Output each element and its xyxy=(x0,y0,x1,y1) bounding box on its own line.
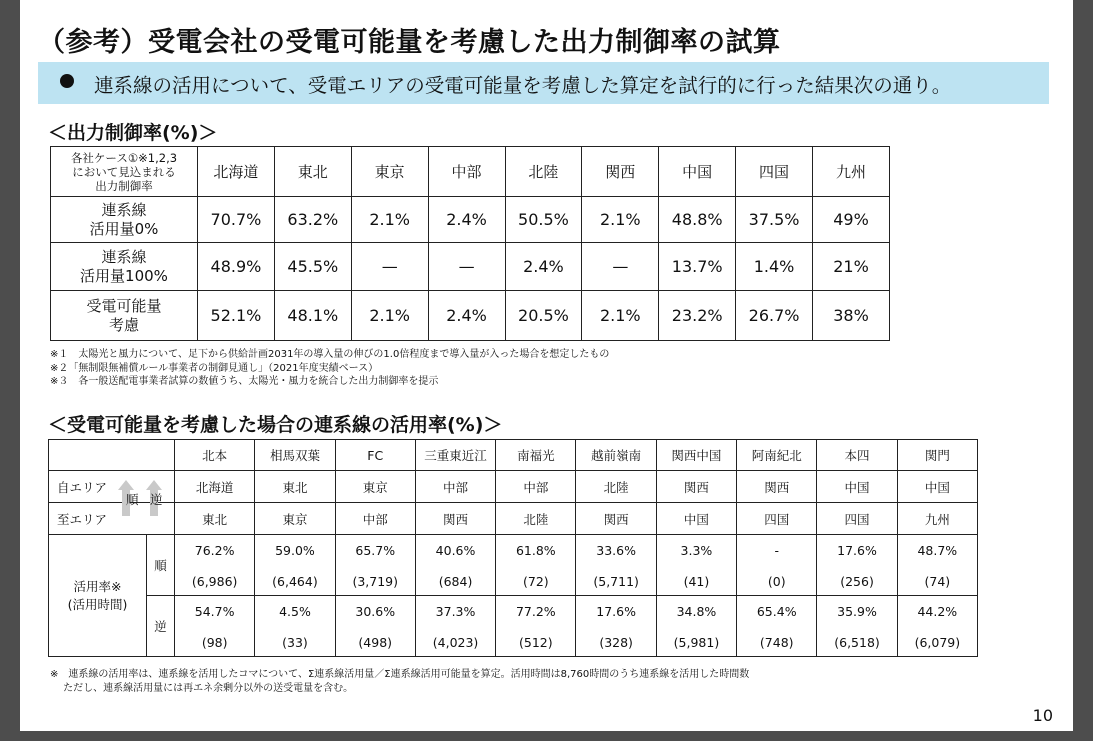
region-header: 東北 xyxy=(274,147,351,197)
section2-notes xyxy=(50,668,749,695)
table-cell: 26.7% xyxy=(736,291,813,341)
row-header: 連系線 活用量100% xyxy=(51,243,198,291)
table-cell: 76.2% (6,986) xyxy=(175,535,255,596)
table-cell: 54.7% (98) xyxy=(175,596,255,657)
table-cell: 37.3% (4,023) xyxy=(415,596,495,657)
row-header: 受電可能量 考慮 xyxy=(51,291,198,341)
table-cell: 50.5% xyxy=(505,197,582,243)
line-header: FC xyxy=(335,440,415,471)
table-row xyxy=(51,291,890,341)
table-cell: 中国 xyxy=(817,471,897,503)
section2-heading: ＜受電可能量を考慮した場合の連系線の活用率(%)＞ xyxy=(48,414,503,436)
line-header: 三重東近江 xyxy=(415,440,495,471)
page-number: 10 xyxy=(1032,706,1053,725)
corner-cell: 各社ケース①※1,2,3 において見込まれる 出力制御率 xyxy=(51,147,198,197)
table-cell: 17.6% (328) xyxy=(576,596,656,657)
table-header-row xyxy=(51,147,890,197)
reverse-label: 逆 xyxy=(147,596,175,657)
region-header: 中部 xyxy=(428,147,505,197)
table-cell: 東北 xyxy=(255,471,335,503)
table-cell: 34.8% (5,981) xyxy=(656,596,736,657)
table-cell: 2.1% xyxy=(351,197,428,243)
line-header: 本四 xyxy=(817,440,897,471)
table-row xyxy=(49,503,978,535)
table-cell: 2.4% xyxy=(428,291,505,341)
slide xyxy=(20,0,1073,731)
table-cell: 20.5% xyxy=(505,291,582,341)
table-cell: 48.9% xyxy=(198,243,275,291)
interconnection-usage-table xyxy=(48,439,978,657)
table-cell: 北陸 xyxy=(576,471,656,503)
row-header: 連系線 活用量0% xyxy=(51,197,198,243)
table-cell: 48.7% (74) xyxy=(897,535,977,596)
table-row xyxy=(49,471,978,503)
table-cell: 関西 xyxy=(737,471,817,503)
table-cell: — xyxy=(428,243,505,291)
table-cell: 中部 xyxy=(415,471,495,503)
table-cell: 44.2% (6,079) xyxy=(897,596,977,657)
line-header: 相馬双葉 xyxy=(255,440,335,471)
arrow-forward-label: 順 xyxy=(126,492,139,507)
table-cell: 東京 xyxy=(335,471,415,503)
table-cell: 3.3% (41) xyxy=(656,535,736,596)
direction-arrows-icon xyxy=(116,476,172,520)
table-cell: — xyxy=(351,243,428,291)
table-cell: 48.8% xyxy=(659,197,736,243)
table-cell: 中部 xyxy=(335,503,415,535)
table-cell: 77.2% (512) xyxy=(496,596,576,657)
table-cell: 北海道 xyxy=(175,471,255,503)
summary-bar xyxy=(38,62,1049,104)
footnote: ※１ 太陽光と風力について、足下から供給計画2031年の導入量の伸びの1.0倍程度まで導入量が入った場合を想定したもの xyxy=(50,349,610,360)
table-cell: 21% xyxy=(813,243,890,291)
table-cell: 48.1% xyxy=(274,291,351,341)
table-cell: 35.9% (6,518) xyxy=(817,596,897,657)
table-row xyxy=(49,535,978,596)
curtailment-rate-table xyxy=(50,146,890,341)
table-cell: 65.7% (3,719) xyxy=(335,535,415,596)
footnote: ※３ 各一般送配電事業者試算の数値うち、太陽光・風力を統合した出力制御率を提示 xyxy=(50,376,439,387)
table-row xyxy=(51,243,890,291)
to-area-label: 至エリア xyxy=(49,503,175,535)
section1-notes xyxy=(50,348,609,389)
table-header-row xyxy=(49,440,978,471)
from-area-label: 自エリア xyxy=(49,471,175,503)
table-cell: 関西 xyxy=(576,503,656,535)
region-header: 九州 xyxy=(813,147,890,197)
footnote: ※ 連系線の活用率は、連系線を活用したコマについて、Σ連系線活用量／Σ連系線活用可能量を算定。活用時間は8,760時間のうち連系線を活用した時間数 xyxy=(50,669,750,680)
table-cell: 中国 xyxy=(656,503,736,535)
table-cell: 17.6% (256) xyxy=(817,535,897,596)
region-header: 東京 xyxy=(351,147,428,197)
table-cell: 関西 xyxy=(415,503,495,535)
table-cell: 1.4% xyxy=(736,243,813,291)
section1-heading: ＜出力制御率(%)＞ xyxy=(48,122,218,144)
table-cell: 北陸 xyxy=(496,503,576,535)
summary-text: 連系線の活用について、受電エリアの受電可能量を考慮した算定を試行的に行った結果次の通り。 xyxy=(94,74,952,97)
table-cell: 23.2% xyxy=(659,291,736,341)
table-cell: 70.7% xyxy=(198,197,275,243)
table-cell: 2.4% xyxy=(505,243,582,291)
table-cell: 東京 xyxy=(255,503,335,535)
region-header: 中国 xyxy=(659,147,736,197)
line-header: 関西中国 xyxy=(656,440,736,471)
table-cell: 2.1% xyxy=(351,291,428,341)
forward-label: 順 xyxy=(147,535,175,596)
table-cell: 中国 xyxy=(897,471,977,503)
table-cell: — xyxy=(582,243,659,291)
table-cell: - (0) xyxy=(737,535,817,596)
table-cell: 4.5% (33) xyxy=(255,596,335,657)
line-header: 北本 xyxy=(175,440,255,471)
footnote: ただし、連系線活用量には再エネ余剰分以外の送受電量を含む。 xyxy=(50,682,354,694)
line-header: 関門 xyxy=(897,440,977,471)
table-cell: 33.6% (5,711) xyxy=(576,535,656,596)
table-cell: 30.6% (498) xyxy=(335,596,415,657)
region-header: 四国 xyxy=(736,147,813,197)
page-title: （参考）受電会社の受電可能量を考慮した出力制御率の試算 xyxy=(38,27,781,58)
table-cell: 2.1% xyxy=(582,291,659,341)
table-cell: 2.4% xyxy=(428,197,505,243)
table-cell: 63.2% xyxy=(274,197,351,243)
usage-rate-label: 活用率※ (活用時間) xyxy=(49,535,147,657)
table-row xyxy=(49,596,978,657)
line-header: 南福光 xyxy=(496,440,576,471)
table-cell: 45.5% xyxy=(274,243,351,291)
table-cell: 四国 xyxy=(737,503,817,535)
table-cell: 東北 xyxy=(175,503,255,535)
table-cell: 13.7% xyxy=(659,243,736,291)
region-header: 関西 xyxy=(582,147,659,197)
table-cell: 37.5% xyxy=(736,197,813,243)
table-cell: 38% xyxy=(813,291,890,341)
table-cell: 40.6% (684) xyxy=(415,535,495,596)
table-cell: 中部 xyxy=(496,471,576,503)
line-header: 越前嶺南 xyxy=(576,440,656,471)
table-cell: 2.1% xyxy=(582,197,659,243)
table-cell: 四国 xyxy=(817,503,897,535)
table-cell: 九州 xyxy=(897,503,977,535)
region-header: 北海道 xyxy=(198,147,275,197)
arrow-reverse-label: 逆 xyxy=(150,492,163,507)
table-cell: 65.4% (748) xyxy=(737,596,817,657)
table-cell: 関西 xyxy=(656,471,736,503)
footnote: ※２「無制限無補償ルール事業者の制御見通し」（2021年度実績ベース） xyxy=(50,362,379,374)
bullet-icon xyxy=(60,74,74,88)
table-cell: 59.0% (6,464) xyxy=(255,535,335,596)
region-header: 北陸 xyxy=(505,147,582,197)
corner-cell xyxy=(49,440,175,471)
table-cell: 52.1% xyxy=(198,291,275,341)
table-cell: 49% xyxy=(813,197,890,243)
table-row xyxy=(51,197,890,243)
line-header: 阿南紀北 xyxy=(737,440,817,471)
table-cell: 61.8% (72) xyxy=(496,535,576,596)
